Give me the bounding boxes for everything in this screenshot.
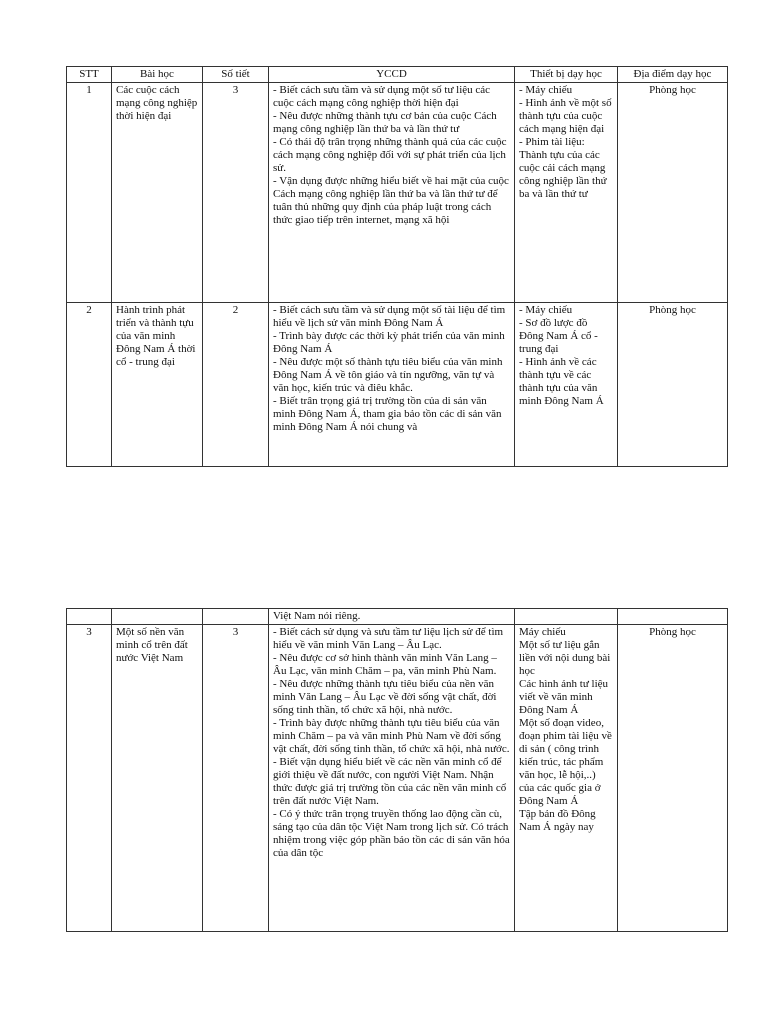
- cell-bai-hoc: Các cuộc cách mạng công nghiệp thời hiện đại: [112, 83, 203, 303]
- cell-yccd: - Biết cách sưu tầm và sử dụng một số tài liệu để tìm hiểu về lịch sử văn minh Đông Nam Á - Trình bày được các thời kỳ phát triển của văn minh Đông Nam Á - Nêu được một số thành tựu tiêu biểu của văn minh Đông Nam Á về tôn giáo và tín ngưỡng, văn tự và văn học, kiến trúc và điêu khắc. - Biết trân trọng giá trị trường tồn của di sản văn minh Đông Nam Á, tham gia bảo tồn các di sản văn minh Đông Nam Á nói chung và: [269, 303, 515, 467]
- lesson-plan-table: [66, 66, 728, 467]
- cell-so-tiet: 2: [203, 303, 269, 467]
- cell-stt: 1: [67, 83, 112, 303]
- table-row: [67, 83, 728, 303]
- header-so-tiet: Số tiết: [203, 67, 269, 83]
- cell-dia-diem: Phòng học: [618, 625, 728, 932]
- cell-dia-diem: Phòng học: [618, 83, 728, 303]
- cell-bai-hoc: Một số nền văn minh cổ trên đất nước Việt Nam: [112, 625, 203, 932]
- table-header-row: [67, 67, 728, 83]
- cell-bai-hoc: Hành trình phát triển và thành tựu của văn minh Đông Nam Á thời cổ - trung đại: [112, 303, 203, 467]
- cell-dia-diem: Phòng học: [618, 303, 728, 467]
- cell-stt: 2: [67, 303, 112, 467]
- header-thiet-bi: Thiết bị dạy học: [515, 67, 618, 83]
- continuation-row: [67, 609, 728, 625]
- header-dia-diem: Địa điểm dạy học: [618, 67, 728, 83]
- cell-empty: [203, 609, 269, 625]
- table-row: [67, 625, 728, 932]
- cell-thiet-bi: Máy chiếu Một số tư liệu gắn liền với nội dung bài học Các hình ảnh tư liệu viết về văn minh Đông Nam Á Một số đoạn video, đoạn phim tài liệu về di sản ( công trình kiến trúc, tác phẩm văn học, lễ hội,..) của các quốc gia ở Đông Nam Á Tập bản đồ Đông Nam Á ngày nay: [515, 625, 618, 932]
- cell-empty: [112, 609, 203, 625]
- cell-stt: 3: [67, 625, 112, 932]
- cell-so-tiet: 3: [203, 625, 269, 932]
- cell-thiet-bi: - Máy chiếu - Hình ảnh về một số thành tựu của cuộc cách mạng hiện đại - Phim tài liệu: Thành tựu của các cuộc cải cách mạng công nghiệp lần thứ ba và lần thứ tư: [515, 83, 618, 303]
- cell-empty: [618, 609, 728, 625]
- lesson-plan-table-continued: [66, 608, 728, 932]
- table-row: [67, 303, 728, 467]
- cell-yccd-continued: Việt Nam nói riêng.: [269, 609, 515, 625]
- cell-empty: [67, 609, 112, 625]
- cell-so-tiet: 3: [203, 83, 269, 303]
- cell-empty: [515, 609, 618, 625]
- header-bai-hoc: Bài học: [112, 67, 203, 83]
- cell-yccd: - Biết cách sử dụng và sưu tầm tư liệu lịch sử để tìm hiểu về văn minh Văn Lang – Âu Lạc. - Nêu được cơ sở hình thành văn minh Văn Lang – Âu Lạc, văn minh Chăm – pa, văn minh Phù Nam. - Nêu được những thành tựu tiêu biểu của nền văn minh Văn Lang – Âu Lạc về đời sống vật chất, đời sống tinh thần, tổ chức xã hội, nhà nước. - Trình bày được những thành tựu tiêu biểu của văn minh Chăm – pa và văn minh Phù Nam về đời sống vật chất, đời sống tinh thần, tổ chức xã hội, nhà nước. - Biết vận dụng hiểu biết về các nền văn minh cổ để giới thiệu về đất nước, con người Việt Nam. Nhận thức được giá trị trường tồn của các nền văn minh cổ trên đất nước Việt Nam. - Có ý thức trân trọng truyền thống lao động cần cù, sáng tạo của dân tộc Việt Nam trong lịch sử. Có trách nhiệm trong việc góp phần bảo tồn các di sản văn hóa của dân tộc: [269, 625, 515, 932]
- cell-yccd: - Biết cách sưu tầm và sử dụng một số tư liệu các cuộc cách mạng công nghiệp thời hiện đại - Nêu được những thành tựu cơ bản của cuộc Cách mạng công nghiệp lần thứ ba và lần thứ tư - Có thái độ trân trọng những thành quả của các cuộc cách mạng công nghiệp đối với sự phát triển của lịch sử. - Vận dụng được những hiểu biết về hai mặt của cuộc Cách mạng công nghiệp lần thứ ba và lần thứ tư để tuân thủ những quy định của pháp luật trong cách thức giao tiếp trên internet, mạng xã hội: [269, 83, 515, 303]
- header-yccd: YCCD: [269, 67, 515, 83]
- cell-thiet-bi: - Máy chiếu - Sơ đồ lược đồ Đông Nam Á cổ - trung đại - Hình ảnh về các thành tựu về các thành tựu của văn minh Đông Nam Á: [515, 303, 618, 467]
- header-stt: STT: [67, 67, 112, 83]
